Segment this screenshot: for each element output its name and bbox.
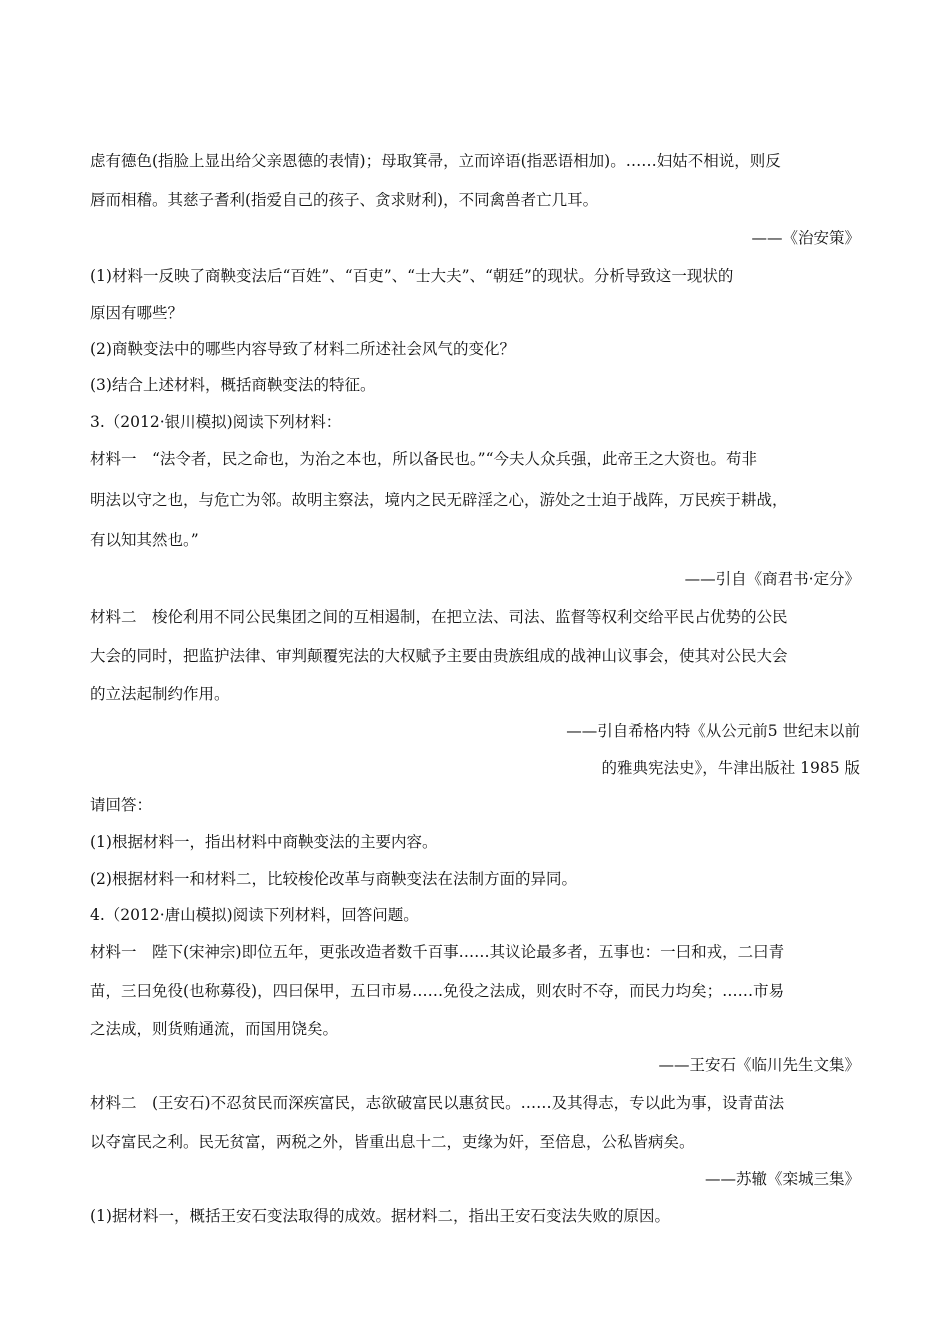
source-citation: ——苏辙《栾城三集》 <box>704 1170 860 1188</box>
material-line: 以夺富民之利。民无贫富，两税之外，皆重出息十二，吏缘为奸，至倍息，公私皆病矣。 <box>90 1133 695 1151</box>
material-line: 有以知其然也。” <box>90 531 199 549</box>
question-line: (1)材料一反映了商鞅变法后“百姓”、“百吏”、“士大夫”、“朝廷”的现状。分析导致这一现状的 <box>90 267 734 285</box>
question-heading: 3.（2012·银川模拟)阅读下列材料： <box>90 413 342 431</box>
material-line: 的立法起制约作用。 <box>90 685 230 703</box>
text-line: 虑有德色(指脸上显出给父亲恩德的表情)；母取箕帚，立而谇语(指恶语相加)。……妇姑不相说，则反 <box>90 152 781 170</box>
question-line: 请回答： <box>90 796 153 814</box>
material-line: 大会的同时，把监护法律、审判颠覆宪法的大权赋予主要由贵族组成的战神山议事会，使其对公民大会 <box>90 647 788 665</box>
source-citation: ——引自《商君书·定分》 <box>684 570 860 588</box>
question-heading: 4.（2012·唐山模拟)阅读下列材料，回答问题。 <box>90 906 419 924</box>
text-line: 唇而相稽。其慈子耆利(指爱自己的孩子、贪求财利)，不同禽兽者亡几耳。 <box>90 191 599 209</box>
source-citation: ——《治安策》 <box>751 229 860 247</box>
material-line: 材料一 “法令者，民之命也，为治之本也，所以备民也。”“今夫人众兵强，此帝王之大资也。苟非 <box>90 450 758 468</box>
material-line: 材料二 梭伦利用不同公民集团之间的互相遏制，在把立法、司法、监督等权利交给平民占优势的公民 <box>90 608 788 626</box>
question-line: 原因有哪些？ <box>90 304 184 322</box>
material-line: 苗，三曰免役(也称募役)，四曰保甲，五曰市易……免役之法成，则农时不夺，而民力均矣；……市易 <box>90 982 785 1000</box>
material-line: 明法以守之也，与危亡为邻。故明主察法，境内之民无辟淫之心，游处之士迫于战阵，万民疾于耕战， <box>90 491 788 509</box>
question-line: (3)结合上述材料，概括商鞅变法的特征。 <box>90 376 376 394</box>
question-line: (2)根据材料一和材料二，比较梭伦改革与商鞅变法在法制方面的异同。 <box>90 870 577 888</box>
question-line: (2)商鞅变法中的哪些内容导致了材料二所述社会风气的变化？ <box>90 340 515 358</box>
material-line: 材料二 (王安石)不忍贫民而深疾富民，志欲破富民以惠贫民。……及其得志，专以此为事，设青苗法 <box>90 1094 785 1112</box>
material-line: 之法成，则货贿通流，而国用饶矣。 <box>90 1020 339 1038</box>
source-citation: ——王安石《临川先生文集》 <box>658 1056 860 1074</box>
source-citation: ——引自希格内特《从公元前5 世纪末以前 <box>566 722 860 740</box>
question-line: (1)据材料一，概括王安石变法取得的成效。据材料二，指出王安石变法失败的原因。 <box>90 1207 670 1225</box>
material-line: 材料一 陛下(宋神宗)即位五年，更张改造者数千百事……其议论最多者，五事也：一曰和戎，二曰青 <box>90 943 785 961</box>
question-line: (1)根据材料一，指出材料中商鞅变法的主要内容。 <box>90 833 438 851</box>
source-citation: 的雅典宪法史》，牛津出版社 1985 版 <box>601 759 860 777</box>
